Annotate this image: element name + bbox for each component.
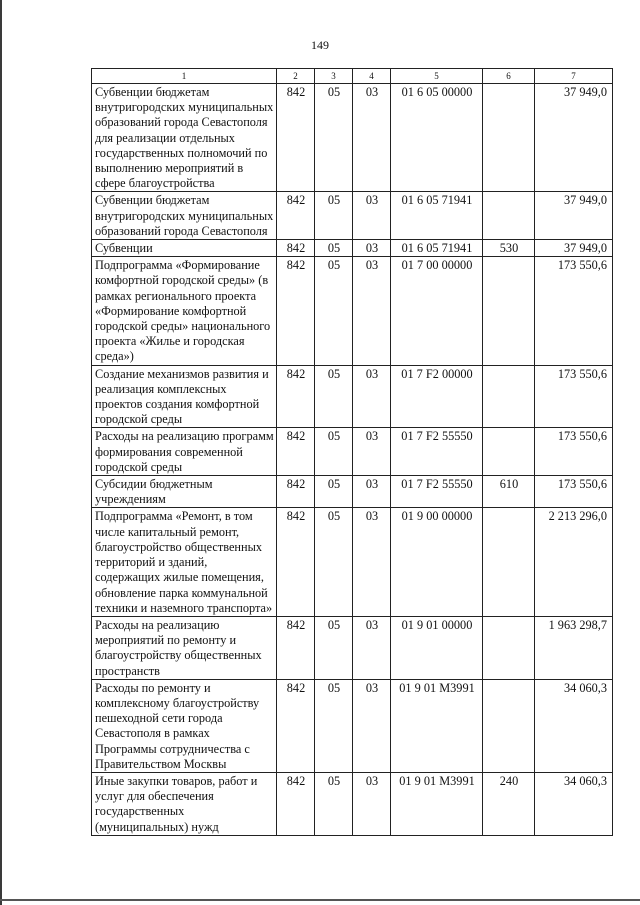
subsection-code-cell: 03 (353, 679, 391, 772)
ministry-code-cell: 842 (277, 240, 315, 257)
expense-name-cell: Иные закупки товаров, работ и услуг для обеспечения государственных (муниципальных) нужд (92, 772, 277, 835)
expense-type-cell (483, 508, 535, 616)
target-article-cell: 01 9 01 M3991 (391, 679, 483, 772)
amount-cell: 37 949,0 (535, 84, 613, 192)
expense-name-cell: Субсидии бюджетным учреждениям (92, 476, 277, 508)
amount-cell: 2 213 296,0 (535, 508, 613, 616)
section-code-cell: 05 (315, 84, 353, 192)
expense-name-cell: Подпрограмма «Ремонт, в том числе капитальный ремонт, благоустройство общественных территорий и зданий, содержащих жилые помещения, обновление парка коммунальной техники и наземного транспорта» (92, 508, 277, 616)
ministry-code-cell: 842 (277, 679, 315, 772)
ministry-code-cell: 842 (277, 616, 315, 679)
expense-name-cell: Расходы на реализацию мероприятий по ремонту и благоустройству общественных пространств (92, 616, 277, 679)
section-code-cell: 05 (315, 192, 353, 240)
ministry-code-cell: 842 (277, 476, 315, 508)
section-code-cell: 05 (315, 240, 353, 257)
target-article-cell: 01 7 F2 00000 (391, 365, 483, 428)
amount-cell: 1 963 298,7 (535, 616, 613, 679)
expense-type-cell: 530 (483, 240, 535, 257)
expense-type-cell (483, 192, 535, 240)
column-header: 1 (92, 69, 277, 84)
scan-left-edge (0, 0, 2, 905)
target-article-cell: 01 7 00 00000 (391, 257, 483, 365)
table-row (92, 257, 613, 365)
target-article-cell: 01 9 01 00000 (391, 616, 483, 679)
section-code-cell: 05 (315, 428, 353, 476)
column-header: 3 (315, 69, 353, 84)
table-row (92, 240, 613, 257)
subsection-code-cell: 03 (353, 476, 391, 508)
amount-cell: 173 550,6 (535, 476, 613, 508)
expense-type-cell (483, 428, 535, 476)
table-row (92, 476, 613, 508)
amount-cell: 173 550,6 (535, 365, 613, 428)
expense-type-cell (483, 616, 535, 679)
ministry-code-cell: 842 (277, 365, 315, 428)
expense-type-cell (483, 365, 535, 428)
expense-name-cell: Подпрограмма «Формирование комфортной городской среды» (в рамках регионального проекта «Формирование комфортной городской среды» национального проекта «Жилье и городская среда») (92, 257, 277, 365)
target-article-cell: 01 6 05 71941 (391, 192, 483, 240)
column-header: 6 (483, 69, 535, 84)
target-article-cell: 01 7 F2 55550 (391, 476, 483, 508)
expense-type-cell: 610 (483, 476, 535, 508)
ministry-code-cell: 842 (277, 508, 315, 616)
amount-cell: 173 550,6 (535, 428, 613, 476)
expense-name-cell: Расходы по ремонту и комплексному благоустройству пешеходной сети города Севастополя в рамках Программы сотрудничества с Правительством Москвы (92, 679, 277, 772)
subsection-code-cell: 03 (353, 365, 391, 428)
section-code-cell: 05 (315, 772, 353, 835)
target-article-cell: 01 6 05 00000 (391, 84, 483, 192)
column-header: 5 (391, 69, 483, 84)
amount-cell: 37 949,0 (535, 240, 613, 257)
table-row (92, 428, 613, 476)
expense-type-cell: 240 (483, 772, 535, 835)
subsection-code-cell: 03 (353, 772, 391, 835)
ministry-code-cell: 842 (277, 772, 315, 835)
scan-bottom-edge (0, 899, 640, 901)
section-code-cell: 05 (315, 616, 353, 679)
section-code-cell: 05 (315, 476, 353, 508)
ministry-code-cell: 842 (277, 192, 315, 240)
expense-name-cell: Субвенции бюджетам внутригородских муниципальных образований города Севастополя для реализации отдельных государственных полномочий по выполнению мероприятий в сфере благоустройства (92, 84, 277, 192)
table-row (92, 365, 613, 428)
amount-cell: 34 060,3 (535, 772, 613, 835)
section-code-cell: 05 (315, 679, 353, 772)
target-article-cell: 01 6 05 71941 (391, 240, 483, 257)
expense-name-cell: Субвенции бюджетам внутригородских муниципальных образований города Севастополя (92, 192, 277, 240)
section-code-cell: 05 (315, 257, 353, 365)
expense-name-cell: Создание механизмов развития и реализация комплексных проектов создания комфортной городской среды (92, 365, 277, 428)
table-header-row (92, 69, 613, 84)
subsection-code-cell: 03 (353, 428, 391, 476)
subsection-code-cell: 03 (353, 616, 391, 679)
subsection-code-cell: 03 (353, 508, 391, 616)
expense-name-cell: Субвенции (92, 240, 277, 257)
table-row (92, 616, 613, 679)
section-code-cell: 05 (315, 508, 353, 616)
ministry-code-cell: 842 (277, 84, 315, 192)
ministry-code-cell: 842 (277, 428, 315, 476)
column-header: 7 (535, 69, 613, 84)
table-row (92, 679, 613, 772)
subsection-code-cell: 03 (353, 240, 391, 257)
subsection-code-cell: 03 (353, 257, 391, 365)
table-row (92, 508, 613, 616)
target-article-cell: 01 9 00 00000 (391, 508, 483, 616)
subsection-code-cell: 03 (353, 84, 391, 192)
target-article-cell: 01 9 01 M3991 (391, 772, 483, 835)
expense-type-cell (483, 679, 535, 772)
expense-type-cell (483, 84, 535, 192)
amount-cell: 173 550,6 (535, 257, 613, 365)
expense-type-cell (483, 257, 535, 365)
column-header: 4 (353, 69, 391, 84)
target-article-cell: 01 7 F2 55550 (391, 428, 483, 476)
table-row (92, 192, 613, 240)
budget-table (91, 68, 613, 836)
table-row (92, 772, 613, 835)
amount-cell: 34 060,3 (535, 679, 613, 772)
budget-table-body (92, 69, 613, 836)
amount-cell: 37 949,0 (535, 192, 613, 240)
table-row (92, 84, 613, 192)
subsection-code-cell: 03 (353, 192, 391, 240)
column-header: 2 (277, 69, 315, 84)
ministry-code-cell: 842 (277, 257, 315, 365)
expense-name-cell: Расходы на реализацию программ формирования современной городской среды (92, 428, 277, 476)
section-code-cell: 05 (315, 365, 353, 428)
page-number: 149 (311, 38, 329, 52)
